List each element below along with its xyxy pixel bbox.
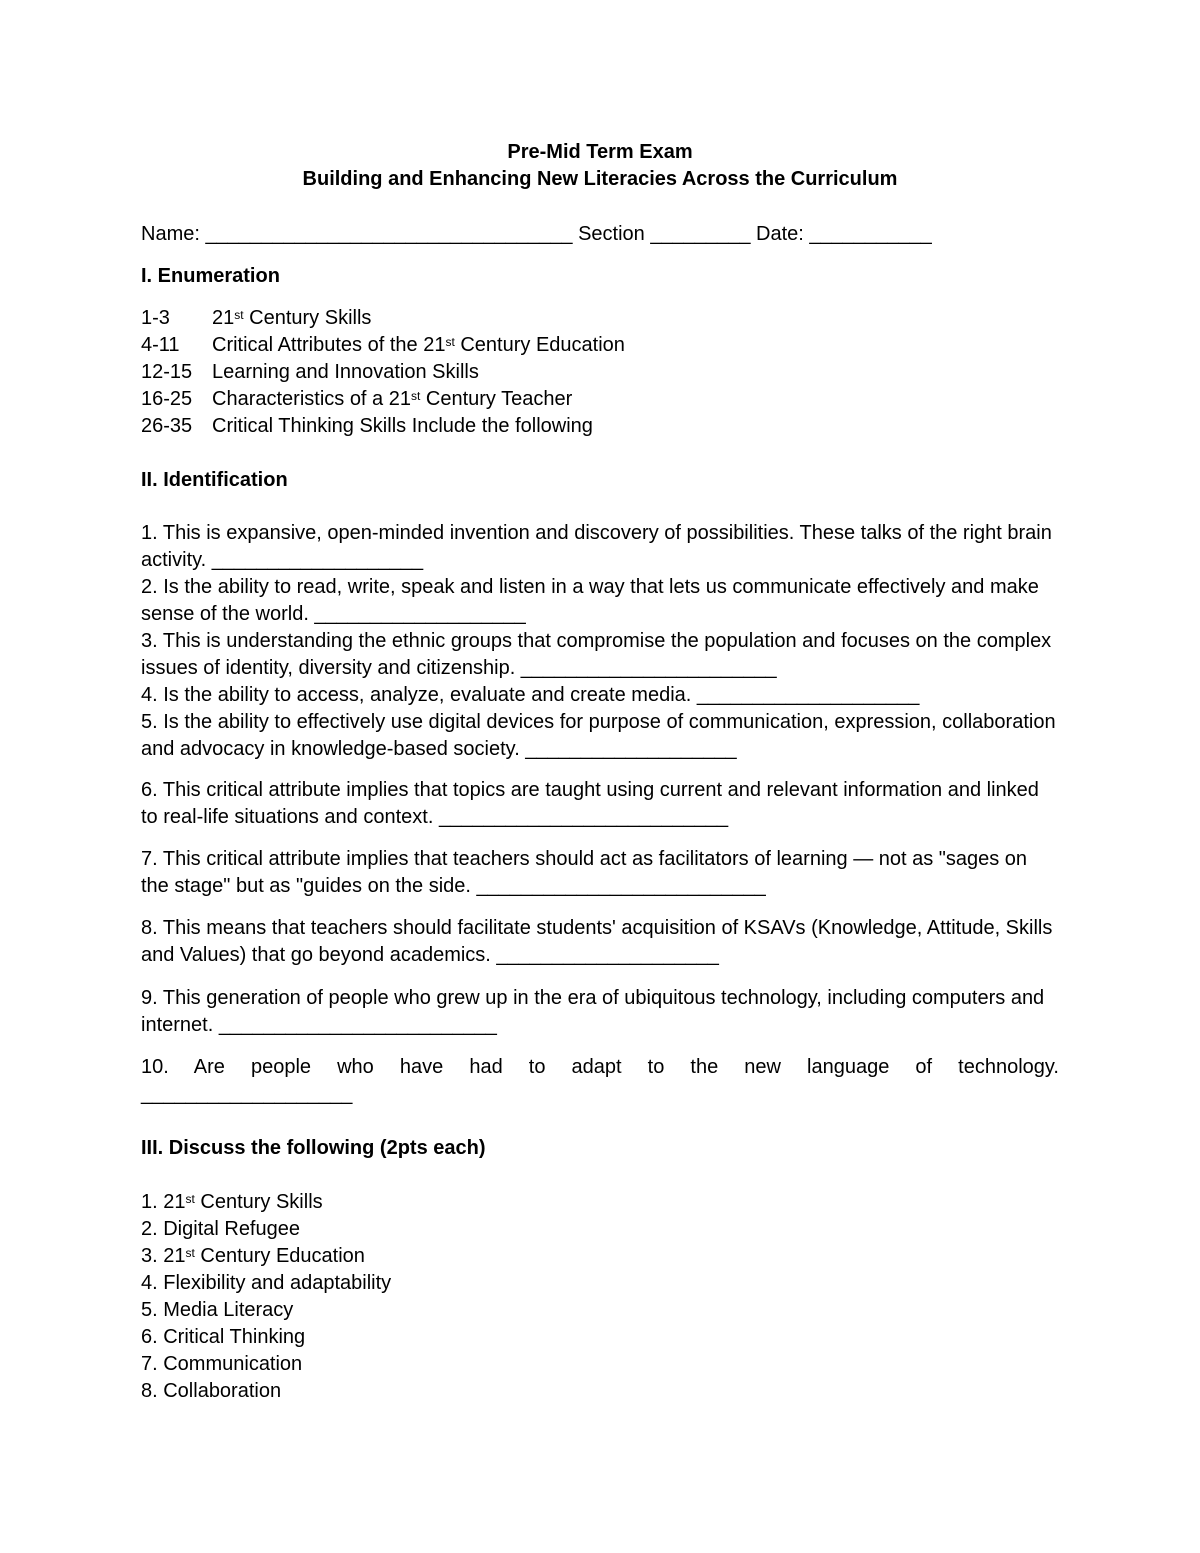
discuss-heading: III. Discuss the following (2pts each) [141, 1137, 486, 1159]
enumeration-item [141, 386, 572, 413]
enumeration-text: 21 [212, 307, 235, 329]
discuss-text: 5. Media Literacy [141, 1299, 294, 1321]
discuss-text: 8. Collaboration [141, 1380, 282, 1402]
enumeration-item [141, 305, 371, 332]
identification-item: 8. This means that teachers should facilitate students' acquisition of KSAVs (Knowledge, Attitude, Skills and Values) that go beyond academics. ____________________ [141, 917, 1053, 966]
identification-item: 2. Is the ability to read, write, speak and listen in a way that lets us communicate effectively and make sense of the world. ___________________ [141, 576, 1039, 625]
ordinal-suffix: st [185, 1246, 195, 1260]
identification-item: 6. This critical attribute implies that topics are taught using current and relevant information and linked to real-life situations and context. __________________________ [141, 779, 1039, 828]
enumeration-text-rest: Century Teacher [420, 388, 573, 410]
ordinal-suffix: st [234, 308, 244, 322]
identification-heading: II. Identification [141, 469, 288, 491]
identification-item: 5. Is the ability to effectively use digital devices for purpose of communication, expression, collaboration and advocacy in knowledge-based society. ___________________ [141, 711, 1056, 760]
enumeration-text-rest: Century Skills [243, 307, 372, 329]
enumeration-text: Characteristics of a 21 [212, 388, 411, 410]
enumeration-item [141, 332, 625, 359]
identification-item: 1. This is expansive, open-minded invention and discovery of possibilities. These talks of the right brain activity. ___________________ [141, 522, 1052, 571]
ordinal-suffix: st [185, 1192, 195, 1206]
ordinal-suffix: st [410, 389, 421, 403]
discuss-item [141, 1216, 300, 1243]
enumeration-item [141, 359, 479, 386]
enumeration-range: 12-15 [141, 361, 193, 383]
enumeration-text: Critical Attributes of the 21 [212, 334, 446, 356]
exam-title: Pre-Mid Term Exam [507, 141, 693, 163]
discuss-item [141, 1189, 323, 1216]
identification-item: 4. Is the ability to access, analyze, evaluate and create media. ____________________ [141, 684, 920, 706]
identification-item: 9. This generation of people who grew up in the era of ubiquitous technology, including computers and internet. _________________________ [141, 987, 1045, 1036]
discuss-text: 6. Critical Thinking [141, 1326, 306, 1348]
identification-item: 10. Are people who have had to adapt to the new language of technology. [141, 1056, 1059, 1078]
enumeration-range: 1-3 [141, 307, 170, 329]
identification-item: 3. This is understanding the ethnic groups that compromise the population and focuses on the complex issues of identity, diversity and citizenship. _______________________ [141, 630, 1052, 679]
discuss-item [141, 1378, 281, 1405]
enumeration-range: 16-25 [141, 388, 193, 410]
discuss-item [141, 1324, 305, 1351]
discuss-text-rest: Century Education [194, 1245, 365, 1267]
enumeration-range: 4-11 [141, 334, 180, 356]
enumeration-text: Critical Thinking Skills Include the following [212, 415, 593, 437]
discuss-text: 7. Communication [141, 1353, 303, 1375]
answer-blank: ___________________ [141, 1083, 353, 1105]
discuss-item [141, 1270, 391, 1297]
discuss-text: 3. 21 [141, 1245, 186, 1267]
exam-subtitle: Building and Enhancing New Literacies Across the Curriculum [302, 168, 898, 190]
enumeration-heading: I. Enumeration [141, 265, 280, 287]
identification-item: 7. This critical attribute implies that teachers should act as facilitators of learning — not as "sages on the stage" but as "guides on the side. __________________________ [141, 848, 1028, 897]
enumeration-text-rest: Century Education [454, 334, 625, 356]
discuss-item [141, 1351, 302, 1378]
enumeration-text: Learning and Innovation Skills [212, 361, 479, 383]
student-info-line: Name: _________________________________ Section _________ Date: ___________ [141, 223, 932, 245]
discuss-item [141, 1297, 293, 1324]
ordinal-suffix: st [445, 335, 455, 349]
enumeration-item [141, 413, 593, 440]
discuss-text-rest: Century Skills [194, 1191, 323, 1213]
enumeration-range: 26-35 [141, 415, 193, 437]
discuss-text: 4. Flexibility and adaptability [141, 1272, 392, 1294]
discuss-text: 1. 21 [141, 1191, 186, 1213]
discuss-item [141, 1243, 365, 1270]
discuss-text: 2. Digital Refugee [141, 1218, 300, 1240]
